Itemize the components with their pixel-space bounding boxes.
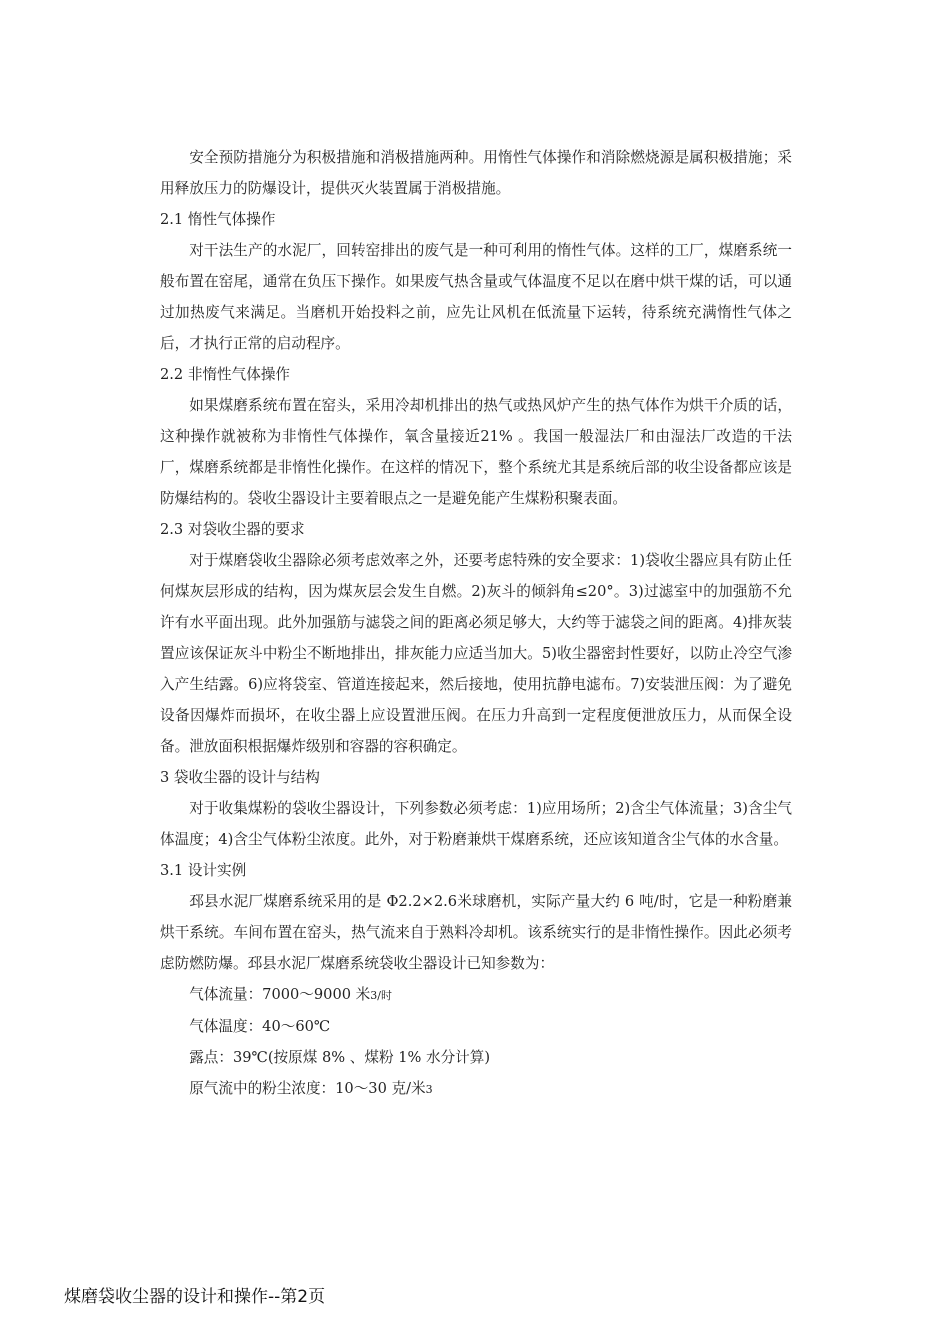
param-gas-flow: [160, 979, 792, 1011]
document-body: [160, 142, 792, 1105]
param-gas-flow-label: 气体流量：7000～9000 米: [189, 986, 371, 1003]
paragraph-bag-filter-requirements: 对于煤磨袋收尘器除必须考虑效率之外，还要考虑特殊的安全要求：1)袋收尘器应具有防止任何煤灰层形成的结构，因为煤灰层会发生自燃。2)灰斗的倾斜角≤20°。3)过滤室中的加强筋不允许有水平面出现。此外加强筋与滤袋之间的距离必须足够大，大约等于滤袋之间的距离。4)排灰装置应该保证灰斗中粉尘不断地排出，排灰能力应适当加大。5)收尘器密封性要好，以防止冷空气渗入产生结露。6)应将袋室、管道连接起来，然后接地，使用抗静电滤布。7)安装泄压阀：为了避免设备因爆炸而损坏，在收尘器上应设置泄压阀。在压力升高到一定程度便泄放压力，从而保全设备。泄放面积根据爆炸级别和容器的容积确定。: [160, 552, 792, 755]
paragraph-inert-gas: 对干法生产的水泥厂，回转窑排出的废气是一种可利用的惰性气体。这样的工厂，煤磨系统一般布置在窑尾，通常在负压下操作。如果废气热含量或气体温度不足以在磨中烘干煤的话，可以通过加热废气来满足。当磨机开始投料之前，应先让风机在低流量下运转，待系统充满惰性气体之后，才执行正常的启动程序。: [160, 242, 792, 352]
param-dust-concentration-unit: 3: [425, 1083, 433, 1096]
heading-2-1: 2.1 惰性气体操作: [160, 211, 276, 228]
page-footer: 煤磨袋收尘器的设计和操作--第2页: [64, 1287, 326, 1307]
param-dew-point: 露点：39℃(按原煤 8% 、煤粉 1% 水分计算): [189, 1049, 491, 1066]
param-gas-temperature: 气体温度：40～60℃: [189, 1018, 331, 1035]
param-dust-concentration-label: 原气流中的粉尘浓度：10～30 克/米: [189, 1080, 426, 1097]
param-gas-flow-unit: 3/时: [370, 989, 392, 1002]
heading-2-3: 2.3 对袋收尘器的要求: [160, 521, 305, 538]
paragraph-design-example: 邳县水泥厂煤磨系统采用的是 Φ2.2×2.6米球磨机，实际产量大约 6 吨/时，它是一种粉磨兼烘干系统。车间布置在窑头，热气流来自于熟料冷却机。该系统实行的是非惰性操作。因此必须考虑防燃防爆。邳县水泥厂煤磨系统袋收尘器设计已知参数为：: [160, 893, 792, 972]
heading-3: 3 袋收尘器的设计与结构: [160, 769, 320, 786]
param-dust-concentration: [160, 1073, 792, 1105]
paragraph-design-parameters: 对于收集煤粉的袋收尘器设计，下列参数必须考虑：1)应用场所；2)含尘气体流量；3)含尘气体温度；4)含尘气体粉尘浓度。此外，对于粉磨兼烘干煤磨系统，还应该知道含尘气体的水含量。: [160, 800, 792, 848]
heading-3-1: 3.1 设计实例: [160, 862, 247, 879]
paragraph-safety-measures: 安全预防措施分为积极措施和消极措施两种。用惰性气体操作和消除燃烧源是属积极措施；采用释放压力的防爆设计，提供灭火装置属于消极措施。: [160, 149, 792, 197]
paragraph-non-inert-gas: 如果煤磨系统布置在窑头，采用冷却机排出的热气或热风炉产生的热气体作为烘干介质的话，这种操作就被称为非惰性气体操作，氧含量接近21% 。我国一般湿法厂和由湿法厂改造的干法厂，煤磨系统都是非惰性化操作。在这样的情况下，整个系统尤其是系统后部的收尘设备都应该是防爆结构的。袋收尘器设计主要着眼点之一是避免能产生煤粉积聚表面。: [160, 397, 792, 507]
heading-2-2: 2.2 非惰性气体操作: [160, 366, 291, 383]
